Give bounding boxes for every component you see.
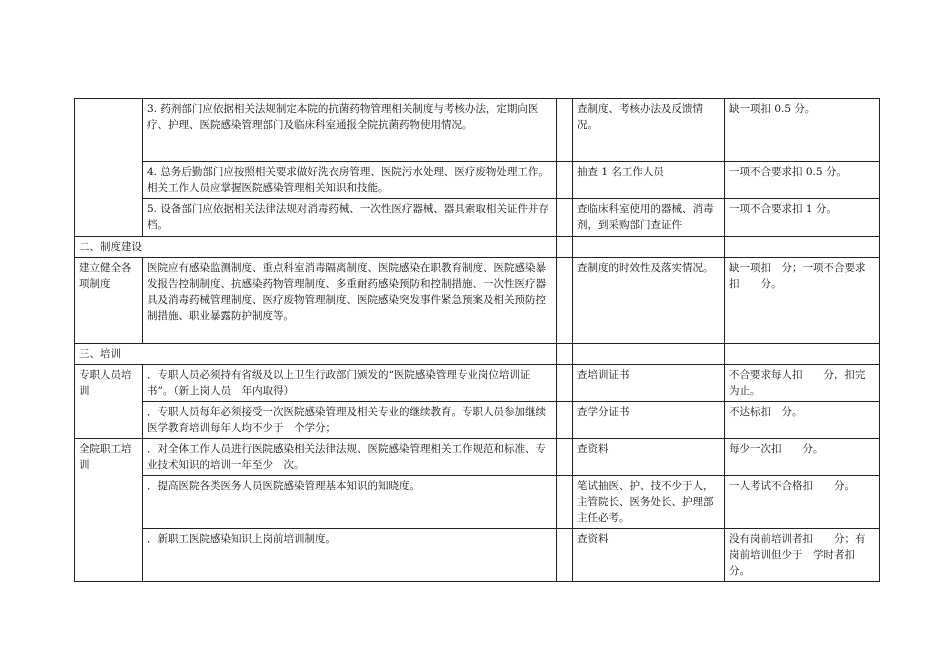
- deduction-cell: 缺一项扣 分；一项不合要求扣 分。: [725, 258, 880, 344]
- deduction-cell: 缺一项扣 0.5 分。: [725, 99, 880, 162]
- deduction-cell: 每少一次扣 分。: [725, 439, 880, 476]
- table-row: [75, 99, 880, 162]
- item-cell: 医院应有感染监测制度、重点科室消毒隔离制度、医院感染在职教育制度、医院感染暴发报告控制制度、抗感染药物管理制度、多重耐药感染预防和控制措施、一次性医疗器具及消毒药械管理制度、医疗废物管理制度、医院感染突发事件紧急预案及相关预防控制措施、职业暴露防护制度等。: [143, 258, 557, 344]
- table-row: [75, 476, 880, 529]
- empty-cell: [573, 237, 725, 258]
- table-row: [75, 402, 880, 439]
- spacer-cell: [557, 402, 573, 439]
- deduction-cell: 不达标扣 分。: [725, 402, 880, 439]
- spacer-cell: [557, 199, 573, 237]
- table-row: [75, 162, 880, 199]
- empty-cell: [573, 344, 725, 365]
- spacer-cell: [557, 365, 573, 402]
- empty-cell: [725, 237, 880, 258]
- item-cell: ．新职工医院感染知识上岗前培训制度。: [143, 529, 557, 582]
- method-cell: 查资料: [573, 439, 725, 476]
- method-cell: 查培训证书: [573, 365, 725, 402]
- section-title: 二、制度建设: [75, 237, 557, 258]
- method-cell: 查制度的时效性及落实情况。: [573, 258, 725, 344]
- deduction-cell: 一人考试不合格扣 分。: [725, 476, 880, 529]
- item-cell: 3. 药剂部门应依据相关法规制定本院的抗菌药物管理相关制度与考核办法，定期向医疗、护理、医院感染管理部门及临床科室通报全院抗菌药物使用情况。: [143, 99, 557, 162]
- table-row: [75, 258, 880, 344]
- method-cell: 查制度、考核办法及反馈情况。: [573, 99, 725, 162]
- table-row: [75, 199, 880, 237]
- table-row: [75, 365, 880, 402]
- item-cell: 5. 设备部门应依据相关法律法规对消毒药械、一次性医疗器械、器具索取相关证件并存档。: [143, 199, 557, 237]
- table-row: [75, 439, 880, 476]
- item-cell: ．专职人员必须持有省级及以上卫生行政部门颁发的“医院感染管理专业岗位培训证书”。（新上岗人员 年内取得）: [143, 365, 557, 402]
- category-cell: 建立健全各项制度: [75, 258, 143, 344]
- item-cell: ．专职人员每年必须接受一次医院感染管理及相关专业的继续教育。专职人员参加继续医学教育培训每年人均不少于 个学分；: [143, 402, 557, 439]
- category-cell: [75, 99, 143, 237]
- section-title: 三、培训: [75, 344, 557, 365]
- spacer-cell: [557, 344, 573, 365]
- table-row: [75, 529, 880, 582]
- item-cell: ．对全体工作人员进行医院感染相关法律法规、医院感染管理相关工作规范和标准、专业技术知识的培训一年至少 次。: [143, 439, 557, 476]
- spacer-cell: [557, 476, 573, 529]
- section-header-row: [75, 344, 880, 365]
- category-cell: 专职人员培训: [75, 365, 143, 439]
- method-cell: 查临床科室使用的器械、消毒剂，到采购部门查证件: [573, 199, 725, 237]
- empty-cell: [725, 344, 880, 365]
- deduction-cell: 一项不合要求扣 1 分。: [725, 199, 880, 237]
- spacer-cell: [557, 237, 573, 258]
- method-cell: 抽查 1 名工作人员: [573, 162, 725, 199]
- spacer-cell: [557, 258, 573, 344]
- spacer-cell: [557, 162, 573, 199]
- deduction-cell: 不合要求每人扣 分，扣完为止。: [725, 365, 880, 402]
- item-cell: ．提高医院各类医务人员医院感染管理基本知识的知晓度。: [143, 476, 557, 529]
- method-cell: 笔试抽医、护、技不少于人，主管院长、医务处长、护理部主任必考。: [573, 476, 725, 529]
- evaluation-table: [74, 98, 880, 582]
- item-cell: 4. 总务后勤部门应按照相关要求做好洗衣房管理、医院污水处理、医疗废物处理工作。相关工作人员应掌握医院感染管理相关知识和技能。: [143, 162, 557, 199]
- spacer-cell: [557, 529, 573, 582]
- section-header-row: [75, 237, 880, 258]
- method-cell: 查学分证书: [573, 402, 725, 439]
- method-cell: 查资料: [573, 529, 725, 582]
- spacer-cell: [557, 99, 573, 162]
- deduction-cell: 一项不合要求扣 0.5 分。: [725, 162, 880, 199]
- deduction-cell: 没有岗前培训者扣 分；有岗前培训但少于 学时者扣 分。: [725, 529, 880, 582]
- spacer-cell: [557, 439, 573, 476]
- category-cell: 全院职工培训: [75, 439, 143, 582]
